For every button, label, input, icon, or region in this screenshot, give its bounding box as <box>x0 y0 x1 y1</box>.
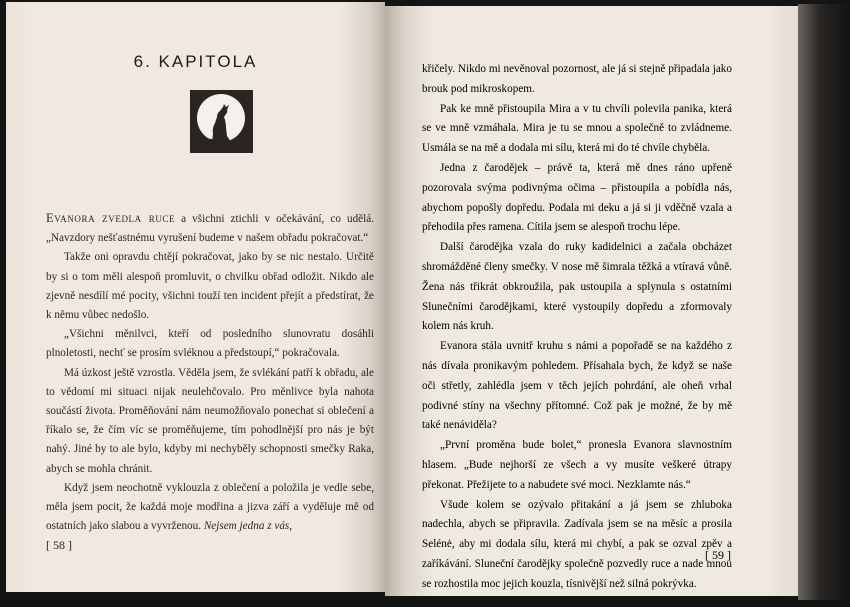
right-page-body <box>422 60 732 595</box>
opening-paragraph <box>46 209 374 248</box>
paragraph: „První proměna bude bolet,“ pronesla Evanora slavnostním hlasem. „Bude nejhorší ze všech a vy musíte veškeré útrapy překonat. Přežijete to a nabudete své moci. Nezklamte nás.“ <box>422 439 732 491</box>
paragraph: Má úzkost ještě vzrostla. Věděla jsem, že svlékání patří k obřadu, ale to vědomí mi situaci nijak neulehčovalo. Pro měnlivce byla nahota součástí života. Proměňování nám neumožňovalo ponechat si oblečení a říkalo se, že čím víc se proměňujeme, tím pohodlnější pro nás je být nahý. Jiné by to ale bylo, kdyby mi nechyběly schopnosti smečky Raka, abych se mohla chránit. <box>46 366 374 475</box>
left-page <box>6 2 385 592</box>
continuation-paragraph: křičely. Nikdo mi nevěnoval pozornost, ale já si stejně připadala jako brouk pod mikroskopem. <box>422 63 732 95</box>
paragraph: Takže oni opravdu chtějí pokračovat, jako by se nic nestalo. Určitě by si o tom měli alespoň promluvit, o chvilku obřad odložit. Nikdo ale zjevně nesdílí mé pocity, všichni touží ten incident přejít a předstírat, že k němu vůbec nedošlo. <box>46 251 374 322</box>
paragraph: Jedna z čarodějek – právě ta, která mě dnes ráno upřeně pozorovala svýma podivnýma očima – přistoupila a pobídla nás, abychom popošly dopředu. Podala mi deku a já si ji vděčně vzala a přehodila přes ramena. Cítila jsem se alespoň trochu lépe. <box>422 161 732 234</box>
left-page-body <box>46 209 374 536</box>
page-edge-shadow <box>798 4 850 600</box>
last-paragraph-text: Když jsem neochotně vyklouzla z oblečení a položila je vedle sebe, měla jsem pocit, že každá moje modřina a jizva září a vyděluje mě od ostatních jako slabou a vyvrženou. <box>46 481 374 533</box>
paragraph: „Všichni měnilvci, kteří od posledního slunovratu dosáhli plnoletosti, nechť se prosím svléknou a předstoupí,“ pokračovala. <box>46 328 374 360</box>
page-number: [ 59 ] <box>705 548 731 562</box>
chapter-title: 6. KAPITOLA <box>133 52 258 71</box>
page-number: [ 58 ] <box>46 538 72 552</box>
paragraph: Další čarodějka vzala do ruky kadidelnici a začala obcházet shromážděné členy smečky. V nose mě šimrala těžká a vtíravá vůně. Žena nás třikrát obkroužila, pak ustoupila a splynula s ostatními Slunečními čarodějkami, které vystoupily dopředu a zformovaly kolem nás kruh. <box>422 241 732 333</box>
paragraph: Pak ke mně přistoupila Mira a v tu chvíli polevila panika, která se ve mně vzmáhala. Mira je tu se mnou a společně to zvládneme. Usmála se na mě a dodala mi sílu, která mi do té chvíle chyběla. <box>422 102 732 155</box>
opening-small-caps: Evanora zvedla ruce <box>46 211 176 225</box>
last-paragraph-italic: Nejsem jedna z vás, <box>203 520 293 533</box>
paragraph: Všude kolem se ozývalo přitakání a já jsem se zhluboka nadechla, abych se připravila. Zadívala jsem se na měsíc a prosila Selénė, aby mi dodala sílu, která mi chybí, a pak se ozval zpěv a zaříkávání. Sluneční čarodějky společně pozvedly ruce a nade mnou se rozhostila moc jejich kouzla, tísnivější než silná pokrývka. <box>422 498 732 590</box>
opening-rest: a všichni ztichli v očekávání, co udělá. „Navzdory nešťastnému vyrušení budeme v našem obřadu pokračovat.“ <box>46 213 375 245</box>
wolf-howling-at-moon-icon <box>190 90 253 153</box>
last-paragraph <box>46 479 374 537</box>
paragraph: Evanora stála uvnitř kruhu s námi a popořadě se na každého z nás dívala pronikavým pohledem. Přísahala bych, že když se naše oči střetly, zahlédla jsem v těch jejích pohrdání, ale oheň vrhal podivné stíny na všechny přítomné. Což pak je možné, že by mě také nenáviděla? <box>422 340 732 432</box>
